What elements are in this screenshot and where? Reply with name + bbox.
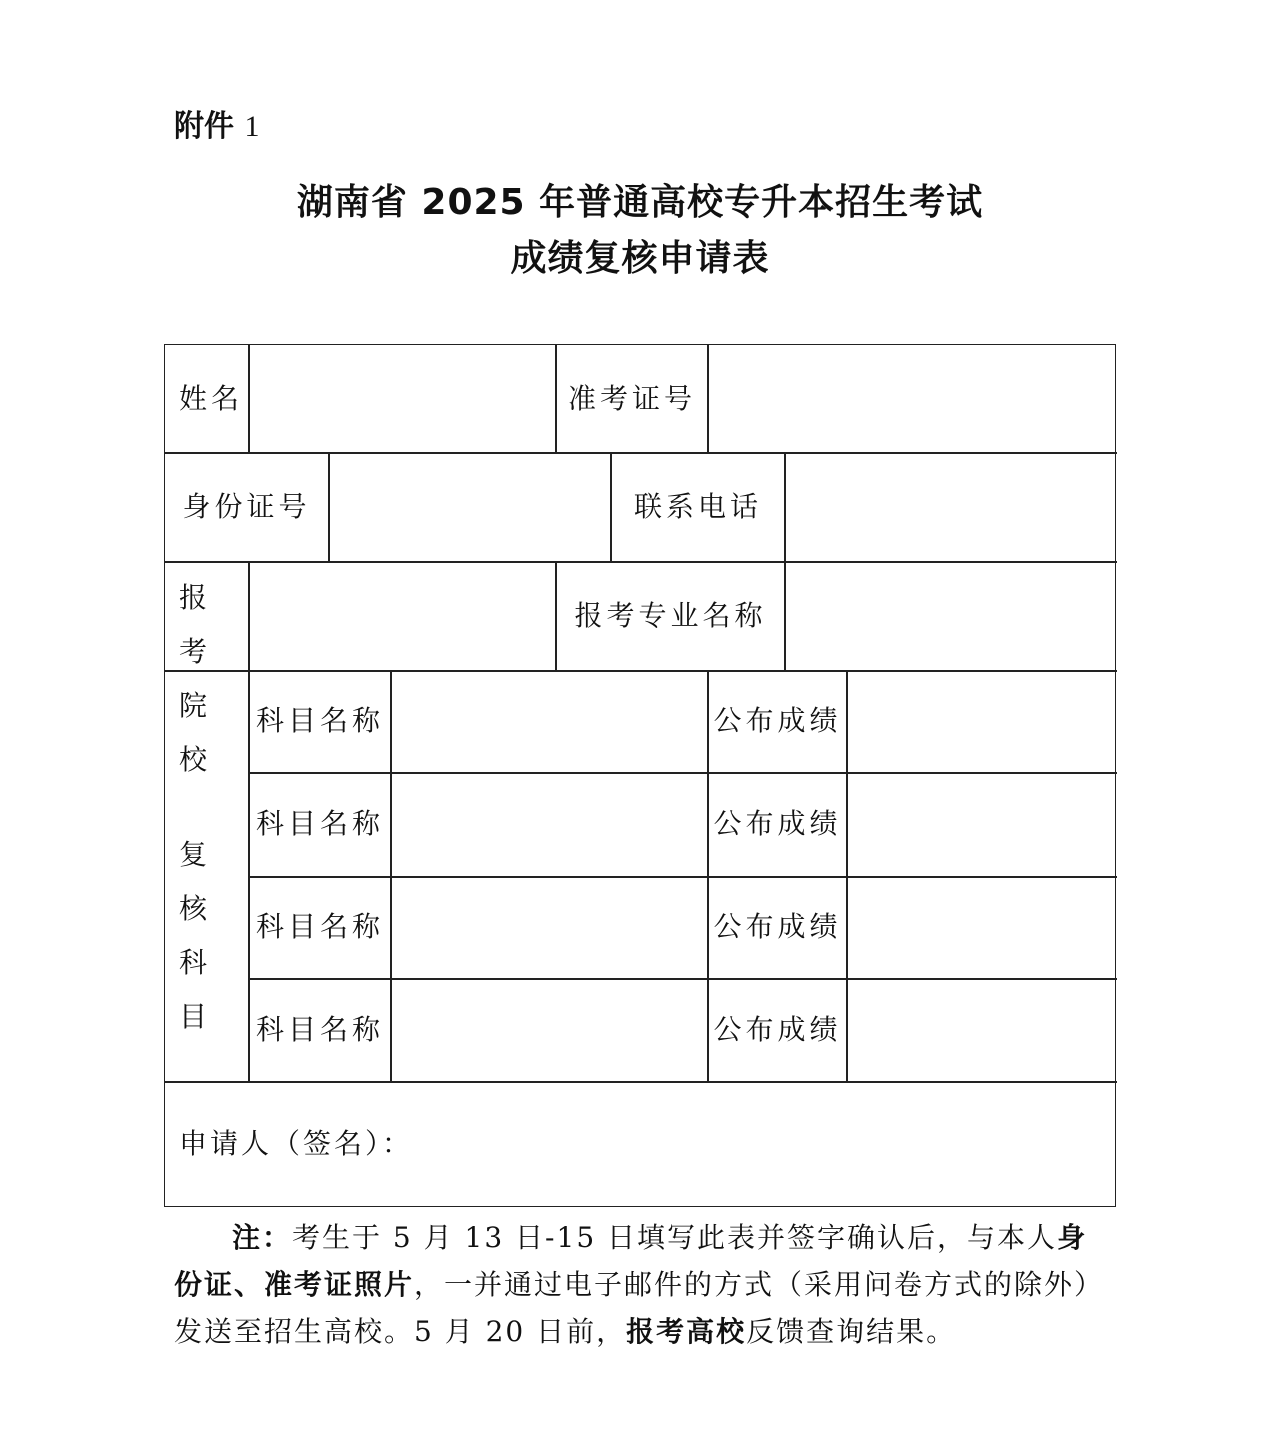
- school-label-line1: 报考: [179, 581, 212, 668]
- phone-field[interactable]: [786, 452, 1115, 561]
- attachment-label: [174, 104, 259, 150]
- published-score-field[interactable]: [848, 978, 1115, 1081]
- signature-label: 申请人（签名）：: [179, 1126, 414, 1160]
- page-title-line1: 湖南省 2025 年普通高校专升本招生考试: [296, 182, 984, 223]
- subject-name-field[interactable]: [392, 978, 707, 1081]
- name-field[interactable]: [250, 345, 555, 452]
- subject-name-label: 科目名称: [255, 910, 384, 943]
- school-label-line2: 院校: [179, 689, 212, 776]
- note-text-1: 考生于 5 月 13 日-15 日填写此表并签字确认后，与本人: [292, 1221, 1058, 1254]
- signature-field[interactable]: [585, 1083, 1115, 1206]
- note-text-2: ，一并通过电子邮件的方式（采用问卷方式的除外）发送至招生高校。5 月 20 日前，: [174, 1268, 1105, 1348]
- published-score-field[interactable]: [848, 670, 1115, 772]
- published-score-field[interactable]: [848, 772, 1115, 876]
- review-subjects-label: [179, 828, 239, 1044]
- published-score-label: 公布成绩: [713, 807, 842, 840]
- subject-name-label: 科目名称: [255, 807, 384, 840]
- subject-name-label: 科目名称: [255, 1012, 384, 1046]
- attachment-text: 附件: [174, 109, 234, 144]
- published-score-label: 公布成绩: [713, 704, 842, 737]
- exam-id-label: 准考证号: [567, 381, 696, 415]
- page-title-line2: 成绩复核申请表: [510, 238, 770, 279]
- phone-label: 联系电话: [633, 489, 762, 523]
- subject-name-field[interactable]: [392, 670, 707, 772]
- note-prefix: 注：: [232, 1221, 293, 1254]
- subject-name-label: 科目名称: [255, 704, 384, 737]
- id-card-label: 身份证号: [182, 489, 311, 523]
- published-score-label: 公布成绩: [713, 910, 842, 943]
- review-label-line2: 科目: [179, 946, 212, 1033]
- note-bold-1: 身份证、准考证照片: [174, 1221, 1088, 1301]
- application-form: [164, 344, 1116, 1207]
- attachment-number: 1: [244, 110, 260, 143]
- note-paragraph: [174, 1214, 1114, 1355]
- published-score-field[interactable]: [848, 876, 1115, 978]
- school-field[interactable]: [250, 561, 555, 670]
- id-card-field[interactable]: [330, 452, 610, 561]
- major-label: 报考专业名称: [574, 598, 767, 632]
- review-label-line1: 复核: [179, 838, 212, 925]
- name-label: 姓名: [179, 381, 244, 415]
- school-label: [179, 571, 239, 787]
- note-text-3: 反馈查询结果。: [746, 1315, 957, 1348]
- published-score-label: 公布成绩: [713, 1012, 842, 1046]
- subject-name-field[interactable]: [392, 876, 707, 978]
- note-bold-2: 报考高校: [626, 1315, 747, 1348]
- subject-name-field[interactable]: [392, 772, 707, 876]
- major-field[interactable]: [786, 561, 1115, 670]
- exam-id-field[interactable]: [709, 345, 1115, 452]
